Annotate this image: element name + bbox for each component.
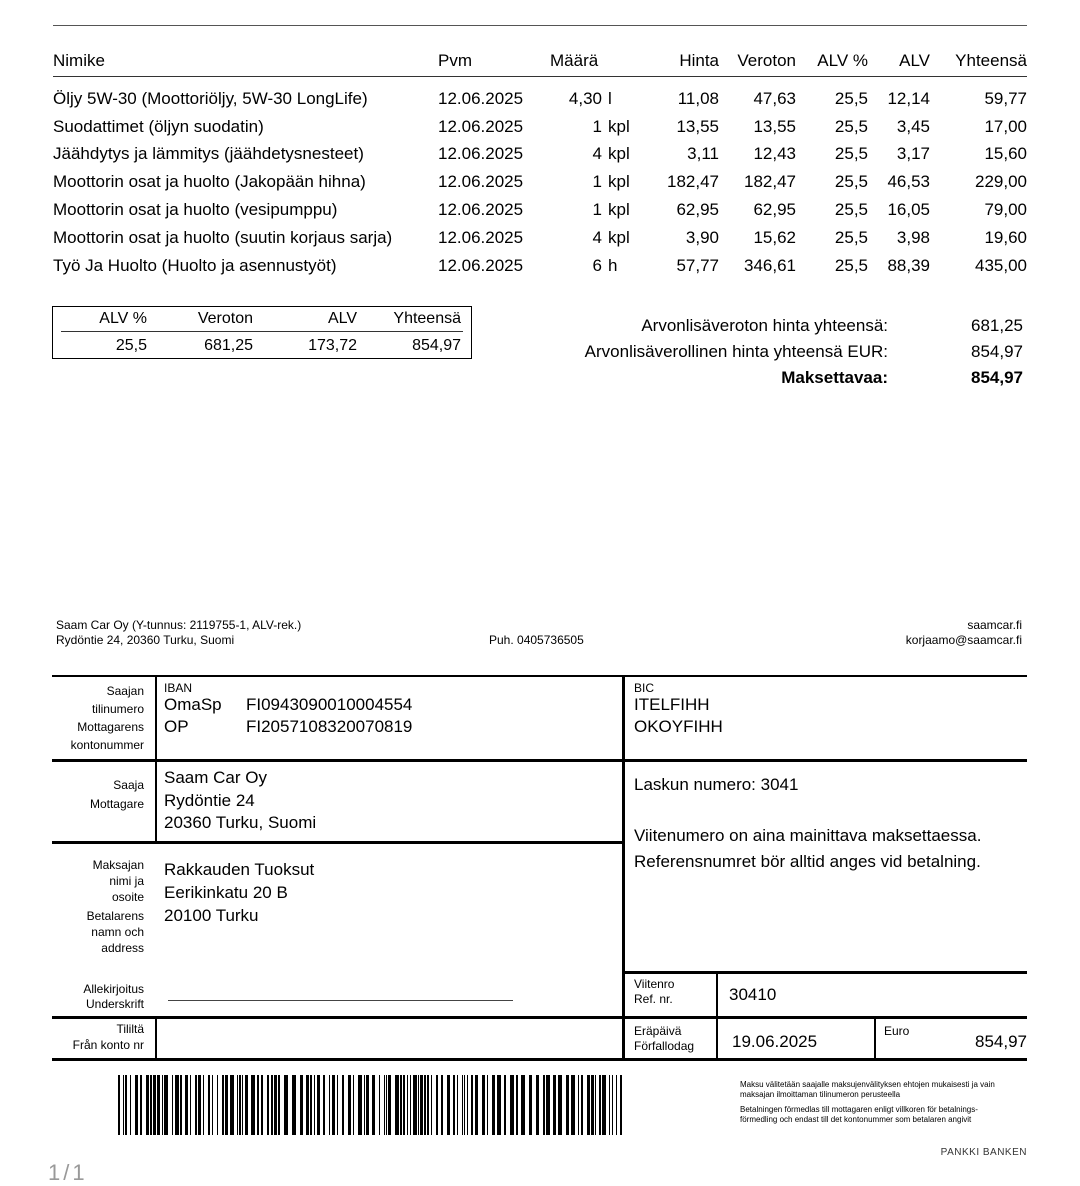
barcode-bar (203, 1075, 204, 1135)
payer-city: 20100 Turku (164, 906, 259, 925)
barcode-bar (172, 1075, 173, 1135)
barcode-bar (427, 1075, 429, 1135)
barcode-bar (130, 1075, 131, 1135)
item-date: 12.06.2025 (438, 200, 524, 220)
barcode-bar (332, 1075, 335, 1135)
item-unit: kpl (608, 227, 630, 247)
barcode-bar (620, 1075, 622, 1135)
item-date: 12.06.2025 (438, 116, 524, 136)
item-total: 17,00 (984, 116, 1027, 136)
item-date: 12.06.2025 (438, 88, 524, 108)
barcode-bar (475, 1075, 478, 1135)
barcode-bar (471, 1075, 473, 1135)
barcode-bar (314, 1075, 315, 1135)
barcode-bar (251, 1075, 255, 1135)
col-header-net: Veroton (719, 50, 796, 77)
barcode-bar (492, 1075, 495, 1135)
barcode-bar (464, 1075, 465, 1135)
barcode-bar (599, 1075, 601, 1135)
vat-col-pct: ALV % (61, 309, 149, 332)
item-unit: kpl (608, 116, 630, 136)
item-total: 229,00 (975, 172, 1027, 192)
recipient-street: Rydöntie 24 (164, 791, 255, 810)
top-rule (53, 25, 1027, 26)
barcode-bar (222, 1075, 224, 1135)
barcode-bar (595, 1075, 596, 1135)
barcode-bar (118, 1075, 120, 1135)
item-net: 182,47 (744, 172, 796, 192)
barcode-bar (521, 1075, 525, 1135)
barcode-bar (366, 1075, 369, 1135)
item-unit: kpl (608, 144, 630, 164)
vat-value-vat: 173,72 (308, 337, 357, 354)
barcode-bar (487, 1075, 488, 1135)
item-price: 62,95 (676, 200, 719, 220)
barcode-bar (403, 1075, 405, 1135)
barcode-bar (388, 1075, 391, 1135)
invoice-number: Laskun numero: 3041 (634, 775, 799, 794)
barcode-bar (317, 1075, 320, 1135)
recipient-name: Saam Car Oy (164, 768, 267, 787)
barcode-bar (150, 1075, 152, 1135)
item-vat-pct: 25,5 (834, 255, 868, 275)
barcode-bar (553, 1075, 556, 1135)
iban-header: IBAN (164, 681, 193, 695)
item-total: 15,60 (984, 144, 1027, 164)
col-header-vat-pct: ALV % (796, 50, 868, 77)
item-date: 12.06.2025 (438, 227, 524, 247)
barcode-bar (310, 1075, 312, 1135)
item-net: 346,61 (744, 255, 796, 275)
table-row (53, 141, 1027, 169)
due-date: 19.06.2025 (732, 1032, 818, 1051)
vat-summary-table (61, 309, 463, 356)
barcode-bar (237, 1075, 238, 1135)
barcode-bar (337, 1075, 338, 1135)
item-vat: 88,39 (887, 255, 930, 275)
invoice-items-table (53, 50, 1027, 280)
item-price: 3,11 (687, 144, 719, 164)
ref-label: Viitenro Ref. nr. (634, 977, 675, 1006)
item-vat: 3,45 (896, 116, 930, 136)
bic-header: BIC (634, 681, 655, 695)
company-website[interactable]: saamcar.fi (967, 618, 1022, 632)
item-name: Moottorin osat ja huolto (vesipumppu) (53, 200, 338, 220)
from-account-label: Tililtä Från konto nr (72, 1022, 144, 1052)
item-name: Suodattimet (öljyn suodatin) (53, 116, 264, 136)
barcode-bar (239, 1075, 241, 1135)
signature-line (168, 1000, 513, 1001)
payer-label: Maksajan nimi ja osoite Betalarens namn och address (86, 858, 144, 955)
table-row (53, 168, 1027, 196)
item-date: 12.06.2025 (438, 144, 524, 164)
barcode-bar (410, 1075, 411, 1135)
barcode-bar (407, 1075, 408, 1135)
gross-total-label: Arvonlisäverollinen hinta yhteensä EUR: (584, 342, 888, 361)
barcode-bar (467, 1075, 468, 1135)
barcode-bar (185, 1075, 188, 1135)
item-name: Jäähdytys ja lämmitys (jäähdetysnesteet) (53, 144, 364, 164)
slip-vline-left-top (155, 676, 157, 842)
item-net: 62,95 (753, 200, 796, 220)
vat-col-vat: ALV (255, 309, 359, 332)
company-line-1: Saam Car Oy (Y-tunnus: 2119755-1, ALV-rek.) (56, 618, 302, 632)
payer-street: Eerikinkatu 20 B (164, 883, 288, 902)
item-qty: 6 (592, 255, 602, 275)
barcode-bar (271, 1075, 273, 1135)
bank-name-2: OP (164, 717, 189, 736)
barcode-bar (135, 1075, 138, 1135)
company-line-2: Rydöntie 24, 20360 Turku, Suomi (56, 633, 235, 647)
barcode-bar (413, 1075, 417, 1135)
barcode-bar (462, 1075, 463, 1135)
item-total: 79,00 (984, 200, 1027, 220)
barcode-bar (257, 1075, 259, 1135)
item-qty: 1 (592, 116, 602, 136)
barcode-bar (400, 1075, 402, 1135)
barcode-bar (609, 1075, 610, 1135)
company-phone: Puh. 0405736505 (489, 633, 584, 647)
barcode-bar (395, 1075, 399, 1135)
barcode-bar (571, 1075, 575, 1135)
barcode-bar (510, 1075, 514, 1135)
barcode-bar (208, 1075, 210, 1135)
items-header-row (53, 50, 1027, 77)
barcode-bar (358, 1075, 362, 1135)
barcode-bar (274, 1075, 277, 1135)
col-header-total: Yhteensä (930, 50, 1027, 77)
barcode-bar (284, 1075, 288, 1135)
barcode-bar (146, 1075, 149, 1135)
item-net: 13,55 (753, 116, 796, 136)
barcode-bar (278, 1075, 280, 1135)
item-net: 15,62 (753, 227, 796, 247)
barcode-bar (217, 1075, 218, 1135)
vat-value-pct: 25,5 (115, 337, 147, 354)
slip-vline-ref (716, 972, 718, 1060)
barcode-bar (245, 1075, 248, 1135)
barcode-bar (342, 1075, 344, 1135)
col-header-name: Nimike (53, 50, 438, 77)
barcode-bar (225, 1075, 228, 1135)
vat-col-total: Yhteensä (359, 309, 463, 332)
slip-rule-3 (624, 971, 1027, 974)
item-unit: kpl (608, 172, 630, 192)
table-row (53, 252, 1027, 280)
euro-label: Euro (884, 1024, 910, 1038)
item-vat-pct: 25,5 (834, 116, 868, 136)
barcode-bar (230, 1075, 234, 1135)
slip-vline-left-bottom (155, 1017, 157, 1059)
slip-rule-1 (52, 759, 1027, 762)
item-total: 435,00 (975, 255, 1027, 275)
barcode-bar (306, 1075, 309, 1135)
barcode-bar (162, 1075, 163, 1135)
ref-number: 30410 (729, 985, 777, 1004)
barcode-bar (212, 1075, 213, 1135)
col-header-price: Hinta (640, 50, 719, 77)
barcode-bar (123, 1075, 124, 1135)
item-total: 19,60 (984, 227, 1027, 247)
item-price: 11,08 (677, 88, 719, 108)
slip-rule-2 (52, 841, 624, 844)
item-unit: l (608, 88, 612, 108)
item-vat-pct: 25,5 (834, 172, 868, 192)
item-price: 57,77 (676, 255, 719, 275)
vat-value-total: 854,97 (412, 337, 461, 354)
barcode-bar (372, 1075, 375, 1135)
col-header-qty: Määrä (550, 50, 602, 77)
barcode-bar (453, 1075, 455, 1135)
vat-value-net: 681,25 (204, 337, 253, 354)
item-net: 47,63 (753, 88, 796, 108)
barcode-bar (348, 1075, 351, 1135)
payable-value: 854,97 (971, 368, 1023, 387)
signature-label: Allekirjoitus Underskrift (83, 982, 144, 1011)
barcode-bar (242, 1075, 243, 1135)
ref-note-fi: Viitenumero on aina mainittava maksettaessa. (634, 826, 982, 845)
company-email[interactable]: korjaamo@saamcar.fi (905, 633, 1022, 647)
item-unit: h (608, 255, 618, 275)
item-vat: 12,14 (887, 88, 930, 108)
barcode-bar (612, 1075, 613, 1135)
barcode-bar (353, 1075, 354, 1135)
gross-total-value: 854,97 (971, 342, 1023, 361)
item-price: 3,90 (685, 227, 719, 247)
item-price: 182,47 (667, 172, 719, 192)
item-net: 12,43 (753, 144, 796, 164)
item-vat-pct: 25,5 (834, 144, 868, 164)
item-qty: 4 (592, 227, 602, 247)
item-name: Öljy 5W-30 (Moottoriöljy, 5W-30 LongLife) (53, 88, 368, 108)
item-name: Työ Ja Huolto (Huolto ja asennustyöt) (53, 255, 337, 275)
item-qty: 4 (592, 144, 602, 164)
barcode-bar (329, 1075, 330, 1135)
barcode-bar (504, 1075, 506, 1135)
terms-fi: Maksu välitetään saajalle maksujenvälityksen ehtojen mukaisesti ja vain maksajan ilmoittaman tilinumeron perusteella (740, 1080, 995, 1099)
item-qty: 4,30 (568, 88, 602, 108)
barcode-bar (529, 1075, 532, 1135)
net-total-value: 681,25 (971, 316, 1023, 335)
barcode-bar (175, 1075, 179, 1135)
barcode-bar (536, 1075, 539, 1135)
barcode-bar (386, 1075, 387, 1135)
bank-footer: PANKKI BANKEN (940, 1147, 1027, 1158)
slip-rule-4 (52, 1016, 1027, 1019)
barcode-bar (300, 1075, 303, 1135)
table-row (53, 77, 1027, 113)
barcode-bar (447, 1075, 450, 1135)
barcode-bar (602, 1075, 606, 1135)
vat-summary-box (52, 306, 472, 359)
barcode-bar (587, 1075, 590, 1135)
barcode-bar (457, 1075, 458, 1135)
barcode-bar (157, 1075, 160, 1135)
item-vat: 3,98 (896, 227, 930, 247)
barcode-bar (153, 1075, 156, 1135)
recipient-city: 20360 Turku, Suomi (164, 813, 317, 832)
terms-sv: Betalningen förmedlas till mottagaren enligt villkoren för betalnings- förmedling och endast till det kontonummer som betalaren angivit (740, 1105, 978, 1124)
vat-col-net: Veroton (149, 309, 255, 332)
col-header-unit (602, 50, 640, 77)
barcode-bar (140, 1075, 142, 1135)
barcode-bar (420, 1075, 423, 1135)
barcode-bar (516, 1075, 518, 1135)
item-vat: 46,53 (887, 172, 930, 192)
iban-2: FI2057108320070819 (246, 717, 413, 736)
table-row (53, 196, 1027, 224)
barcode-bar (424, 1075, 426, 1135)
item-vat-pct: 25,5 (834, 88, 868, 108)
bic-1: ITELFIHH (634, 695, 710, 714)
barcode-bar (578, 1075, 579, 1135)
due-label: Eräpäivä Förfallodag (634, 1024, 695, 1053)
barcode-bar (292, 1075, 296, 1135)
barcode-bar (125, 1075, 127, 1135)
barcode-bar (441, 1075, 443, 1135)
col-header-date: Pvm (438, 50, 550, 77)
barcode-bar (581, 1075, 583, 1135)
item-vat: 3,17 (896, 144, 930, 164)
bank-name-1: OmaSp (164, 695, 222, 714)
barcode-bar (180, 1075, 182, 1135)
barcode-bar (566, 1075, 569, 1135)
barcode-bar (543, 1075, 545, 1135)
barcode-bar (497, 1075, 501, 1135)
barcode-bar (431, 1075, 432, 1135)
item-vat-pct: 25,5 (834, 227, 868, 247)
bic-2: OKOYFIHH (634, 717, 723, 736)
account-label: Saajan tilinumero Mottagarens kontonummer (70, 684, 144, 752)
slip-bottom-rule (52, 1058, 1027, 1061)
item-date: 12.06.2025 (438, 172, 524, 192)
payment-barcode (118, 1075, 628, 1135)
items-body (53, 77, 1027, 280)
barcode-bar (190, 1075, 191, 1135)
payer-name: Rakkauden Tuoksut (164, 860, 315, 879)
item-name: Moottorin osat ja huolto (Jakopään hihna) (53, 172, 366, 192)
slip-vline-euro (874, 1017, 876, 1059)
barcode-bar (267, 1075, 269, 1135)
barcode-bar (164, 1075, 168, 1135)
item-qty: 1 (592, 172, 602, 192)
item-vat: 16,05 (887, 200, 930, 220)
barcode-bar (384, 1075, 385, 1135)
recipient-label: Saaja Mottagare (89, 778, 144, 811)
item-name: Moottorin osat ja huolto (suutin korjaus sarja) (53, 227, 393, 247)
barcode-bar (198, 1075, 201, 1135)
item-unit: kpl (608, 200, 630, 220)
page-marker: 1/1 (48, 1160, 88, 1185)
slip-top-rule (52, 675, 1027, 677)
item-total: 59,77 (984, 88, 1027, 108)
amount-value: 854,97 (975, 1032, 1027, 1051)
barcode-bar (364, 1075, 365, 1135)
barcode-bar (323, 1075, 325, 1135)
payable-label: Maksettavaa: (781, 368, 888, 387)
table-row (53, 113, 1027, 141)
item-date: 12.06.2025 (438, 255, 524, 275)
barcode-bar (616, 1075, 617, 1135)
barcode-bar (418, 1075, 419, 1135)
table-row (53, 224, 1027, 252)
col-header-vat: ALV (868, 50, 930, 77)
barcode-bar (436, 1075, 438, 1135)
barcode-bar (591, 1075, 594, 1135)
barcode-bar (546, 1075, 550, 1135)
item-price: 13,55 (676, 116, 719, 136)
iban-1: FI0943090010004554 (246, 695, 413, 714)
item-qty: 1 (592, 200, 602, 220)
barcode-bar (482, 1075, 485, 1135)
barcode-bar (558, 1075, 562, 1135)
barcode-bar (379, 1075, 380, 1135)
slip-vline-middle (622, 676, 625, 1060)
barcode-bar (195, 1075, 197, 1135)
net-total-label: Arvonlisäveroton hinta yhteensä: (641, 316, 888, 335)
item-vat-pct: 25,5 (834, 200, 868, 220)
ref-note-sv: Referensnumret bör alltid anges vid betalning. (634, 852, 981, 871)
barcode-bar (261, 1075, 263, 1135)
